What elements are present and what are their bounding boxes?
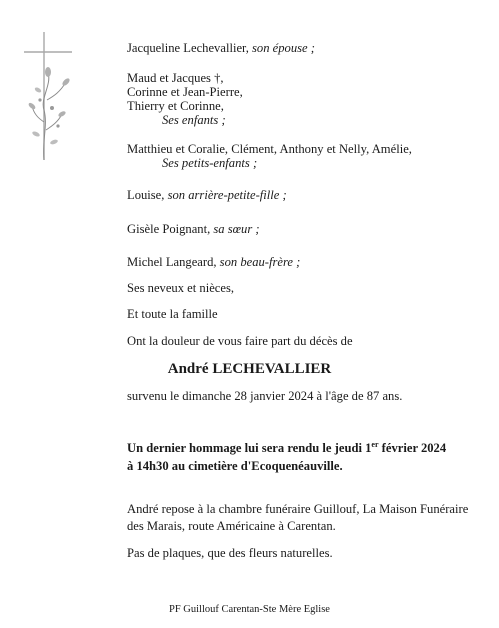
sister-line: Gisèle Poignant, sa sœur ; bbox=[127, 222, 260, 236]
intro-line: Ont la douleur de vous faire part du décès de bbox=[127, 334, 353, 348]
death-info: survenu le dimanche 28 janvier 2024 à l'âge de 87 ans. bbox=[127, 389, 403, 403]
ceremony-line-2: à 14h30 au cimetière d'Ecoquenéauville. bbox=[127, 459, 343, 473]
great-grandchild-line: Louise, son arrière-petite-fille ; bbox=[127, 188, 287, 202]
footer: PF Guillouf Carentan-Ste Mère Eglise bbox=[169, 604, 330, 615]
brother-in-law-line: Michel Langeard, son beau-frère ; bbox=[127, 255, 301, 269]
child-line-1 bbox=[127, 71, 224, 85]
deceased-name: André LECHEVALLIER bbox=[167, 361, 332, 377]
children-role: Ses enfants ; bbox=[162, 113, 226, 127]
rest-line-2: des Marais, route Américaine à Carentan. bbox=[127, 519, 336, 533]
grandchildren-role: Ses petits-enfants ; bbox=[162, 156, 258, 170]
spouse-name: Jacqueline Lechevallier, bbox=[127, 41, 249, 55]
cross-with-flowers-icon bbox=[22, 30, 82, 165]
brother-in-law-role: son beau-frère ; bbox=[219, 255, 301, 269]
sister-role: sa sœur ; bbox=[213, 222, 260, 236]
family-line: Et toute la famille bbox=[127, 307, 218, 321]
nephews-line: Ses neveux et nièces, bbox=[127, 281, 235, 295]
spouse-role: son épouse ; bbox=[252, 41, 315, 55]
deceased-mark: †, bbox=[214, 71, 224, 85]
spouse-line bbox=[127, 41, 315, 55]
grandchildren-line: Matthieu et Coralie, Clément, Anthony et Nelly, Amélie, bbox=[127, 142, 412, 156]
rest-line-1: André repose à la chambre funéraire Guillouf, La Maison Funéraire bbox=[127, 502, 469, 516]
flowers-line: Pas de plaques, que des fleurs naturelles. bbox=[127, 546, 333, 560]
child-line-3: Thierry et Corinne, bbox=[127, 99, 224, 113]
child-name-1: Maud et Jacques bbox=[127, 71, 211, 85]
great-grandchild-role: son arrière-petite-fille ; bbox=[167, 188, 287, 202]
child-line-2: Corinne et Jean-Pierre, bbox=[127, 85, 243, 99]
ceremony-line-1: Un dernier hommage lui sera rendu le jeudi 1er février 2024 bbox=[127, 439, 447, 455]
